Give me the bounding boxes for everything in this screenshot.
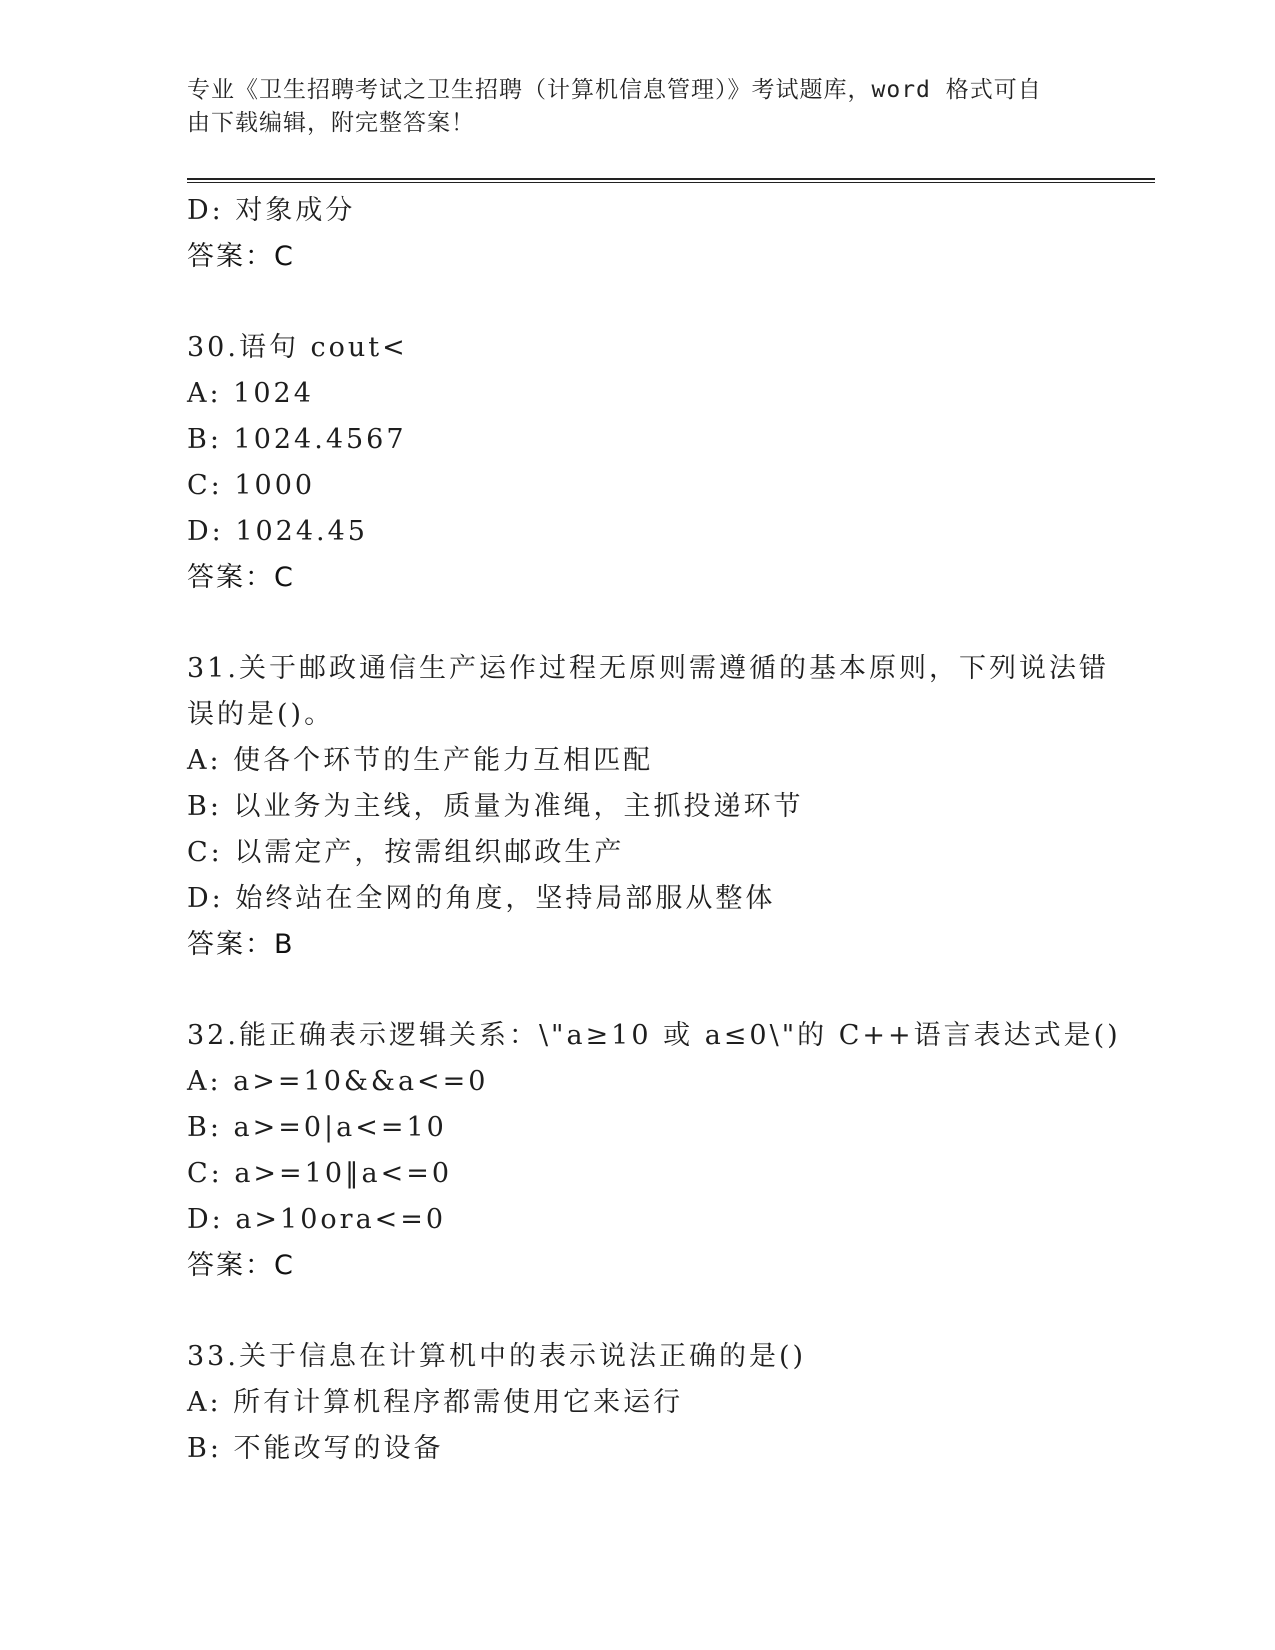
option-c: C: 以需定产，按需组织邮政生产 <box>187 837 625 868</box>
option-a: A: 使各个环节的生产能力互相匹配 <box>187 745 654 776</box>
question-text-line-1: 31.关于邮政通信生产运作过程无原则需遵循的基本原则，下列说法错 <box>187 653 1109 684</box>
option-d: D: 对象成分 <box>187 195 356 226</box>
question-block-31 <box>187 646 1109 968</box>
answer-line: 答案：B <box>187 929 295 960</box>
question-block-33 <box>187 1334 1087 1472</box>
question-block-30 <box>187 325 1087 601</box>
answer-line: 答案：C <box>187 562 295 593</box>
question-block-29 <box>187 188 1087 280</box>
option-d: D: 1024.45 <box>187 516 368 547</box>
question-text-line-2: 误的是()。 <box>187 699 335 730</box>
option-c: C: 1000 <box>187 470 316 501</box>
header-line-1: 专业《卫生招聘考试之卫生招聘（计算机信息管理）》考试题库，word 格式可自 <box>187 77 1042 103</box>
question-text: 32.能正确表示逻辑关系：\"a≥10 或 a≤0\"的 C++语言表达式是() <box>187 1020 1121 1051</box>
document-header <box>187 74 1067 140</box>
header-divider-thick <box>187 178 1155 180</box>
header-line-2: 由下载编辑，附完整答案！ <box>187 110 475 136</box>
spacer <box>187 601 1087 646</box>
spacer <box>187 280 1087 325</box>
option-b: B: 1024.4567 <box>187 424 407 455</box>
question-text: 33.关于信息在计算机中的表示说法正确的是() <box>187 1341 807 1372</box>
answer-line: 答案：C <box>187 1250 295 1281</box>
header-divider-thin <box>187 182 1155 183</box>
option-a: A: a>=10&&a<=0 <box>187 1066 489 1097</box>
option-b: B: 以业务为主线，质量为准绳，主抓投递环节 <box>187 791 804 822</box>
option-b: B: a>=0|a<=10 <box>187 1112 447 1143</box>
spacer <box>187 968 1087 1013</box>
option-c: C: a>=10‖a<=0 <box>187 1158 453 1189</box>
option-d: D: a>10ora<=0 <box>187 1204 447 1235</box>
question-text: 30.语句 cout< <box>187 332 408 363</box>
option-b: B: 不能改写的设备 <box>187 1433 444 1464</box>
option-d: D: 始终站在全网的角度，坚持局部服从整体 <box>187 883 776 914</box>
option-a: A: 所有计算机程序都需使用它来运行 <box>187 1387 684 1418</box>
spacer <box>187 1289 1087 1334</box>
answer-line: 答案：C <box>187 241 295 272</box>
option-a: A: 1024 <box>187 378 314 409</box>
question-block-32 <box>187 1013 1121 1289</box>
question-list <box>187 188 1121 1472</box>
